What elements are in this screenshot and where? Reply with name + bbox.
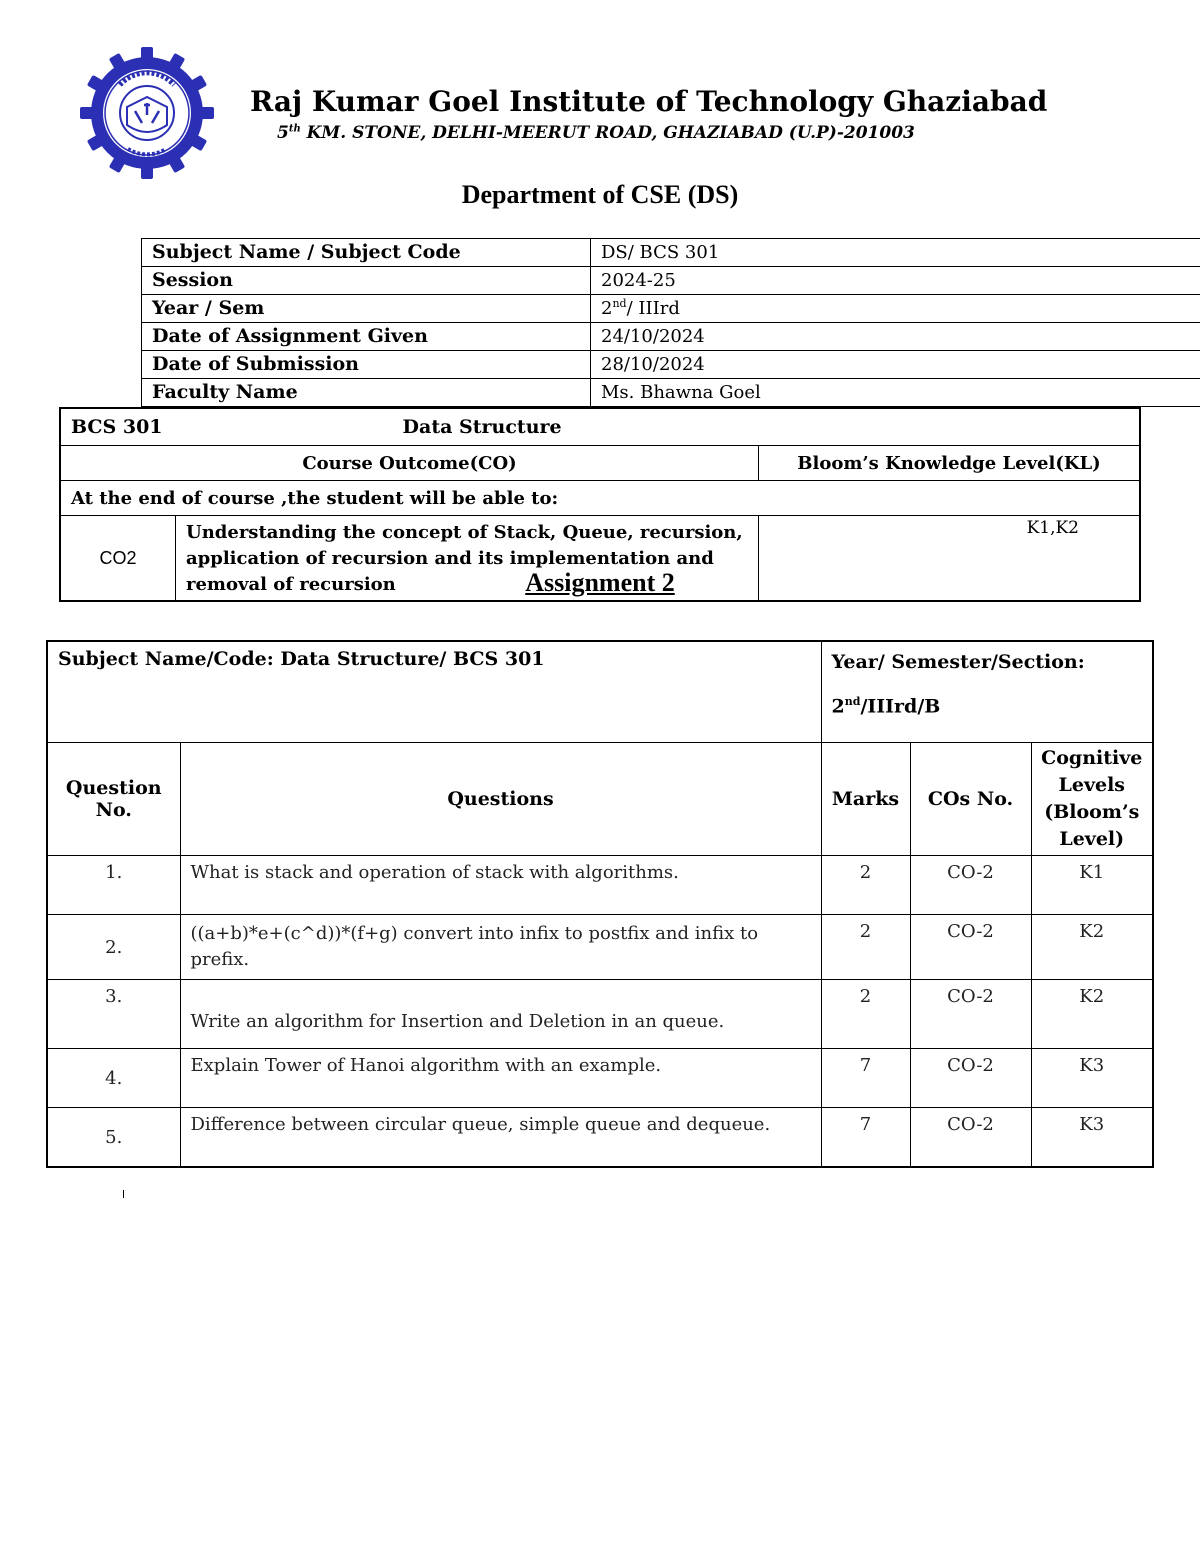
co-intro-row (60, 481, 1140, 516)
question-number: 3. (47, 980, 180, 1049)
institute-address: 5th KM. STONE, DELHI-MEERUT ROAD, GHAZIABAD (U.P)-201003 (277, 123, 915, 143)
table-row (47, 1108, 1153, 1168)
subject-name-code: Subject Name/Code: Data Structure/ BCS 301 (47, 641, 821, 743)
info-row (142, 295, 1200, 323)
question-number: 4. (47, 1049, 180, 1108)
question-marks: 2 (821, 980, 910, 1049)
question-number: 1. (47, 856, 180, 915)
question-marks: 2 (821, 856, 910, 915)
table-row (47, 980, 1153, 1049)
question-text: Explain Tower of Hanoi algorithm with an example. (180, 1049, 821, 1108)
question-marks: 2 (821, 915, 910, 980)
table-row (47, 1049, 1153, 1108)
table-row (47, 856, 1153, 915)
question-number: 5. (47, 1108, 180, 1168)
info-label: Session (142, 267, 591, 295)
table-row (47, 915, 1153, 980)
question-co: CO-2 (910, 980, 1031, 1049)
info-label: Faculty Name (142, 379, 591, 407)
header-questions: Questions (180, 743, 821, 856)
course-code: BCS 301 (71, 416, 163, 438)
subject-row (47, 641, 1153, 743)
question-level: K3 (1031, 1049, 1153, 1108)
question-text: What is stack and operation of stack with algorithms. (180, 856, 821, 915)
info-value: 2024-25 (591, 267, 1200, 295)
info-label: Subject Name / Subject Code (142, 239, 591, 267)
questions-table (46, 640, 1154, 1168)
question-marks: 7 (821, 1108, 910, 1168)
question-marks: 7 (821, 1049, 910, 1108)
co-id: CO2 (60, 516, 176, 602)
co-header-row (60, 446, 1140, 481)
question-level: K2 (1031, 980, 1153, 1049)
co-header: Course Outcome(CO) (60, 446, 759, 481)
info-value: 28/10/2024 (591, 351, 1200, 379)
question-level: K1 (1031, 856, 1153, 915)
info-value: DS/ BCS 301 (591, 239, 1200, 267)
question-text: ((a+b)*e+(c^d))*(f+g) convert into infix to postfix and infix to prefix. (180, 915, 821, 980)
info-value: Ms. Bhawna Goel (591, 379, 1200, 407)
info-label: Date of Submission (142, 351, 591, 379)
info-value: 2nd/ IIIrd (591, 295, 1200, 323)
question-level: K2 (1031, 915, 1153, 980)
institute-logo (80, 45, 214, 181)
institute-name: Raj Kumar Goel Institute of Technology Ghaziabad (250, 85, 1048, 118)
question-co: CO-2 (910, 1108, 1031, 1168)
subject-info-table (141, 238, 1200, 407)
co-kl: K1,K2 (759, 516, 1141, 602)
question-co: CO-2 (910, 856, 1031, 915)
info-row (142, 267, 1200, 295)
course-subject: Data Structure (402, 416, 562, 438)
question-text: Write an algorithm for Insertion and Deletion in an queue. (180, 980, 821, 1049)
info-row (142, 379, 1200, 407)
question-co: CO-2 (910, 915, 1031, 980)
question-co: CO-2 (910, 1049, 1031, 1108)
header-cos-no: COs No. (910, 743, 1031, 856)
header-cognitive-levels: Cognitive Levels (Bloom’s Level) (1031, 743, 1153, 856)
info-row (142, 323, 1200, 351)
question-level: K3 (1031, 1108, 1153, 1168)
co-text: Understanding the concept of Stack, Queue, recursion, application of recursion and its implementation and removal of recursion (176, 516, 759, 602)
kl-header: Bloom’s Knowledge Level(KL) (759, 446, 1141, 481)
co-intro: At the end of course ,the student will be able to: (60, 481, 1140, 516)
info-label: Year / Sem (142, 295, 591, 323)
info-value: 24/10/2024 (591, 323, 1200, 351)
info-row (142, 351, 1200, 379)
stray-mark (123, 1190, 124, 1198)
course-title-row (60, 408, 1140, 446)
info-label: Date of Assignment Given (142, 323, 591, 351)
questions-header-row (47, 743, 1153, 856)
assignment-title: Assignment 2 (525, 568, 675, 597)
question-text: Difference between circular queue, simple queue and dequeue. (180, 1108, 821, 1168)
question-number: 2. (47, 915, 180, 980)
info-row (142, 239, 1200, 267)
department-title: Department of CSE (DS) (461, 180, 739, 209)
year-semester-section: Year/ Semester/Section: 2nd/IIIrd/B (821, 641, 1153, 743)
header-question-no: Question No. (47, 743, 180, 856)
header-marks: Marks (821, 743, 910, 856)
